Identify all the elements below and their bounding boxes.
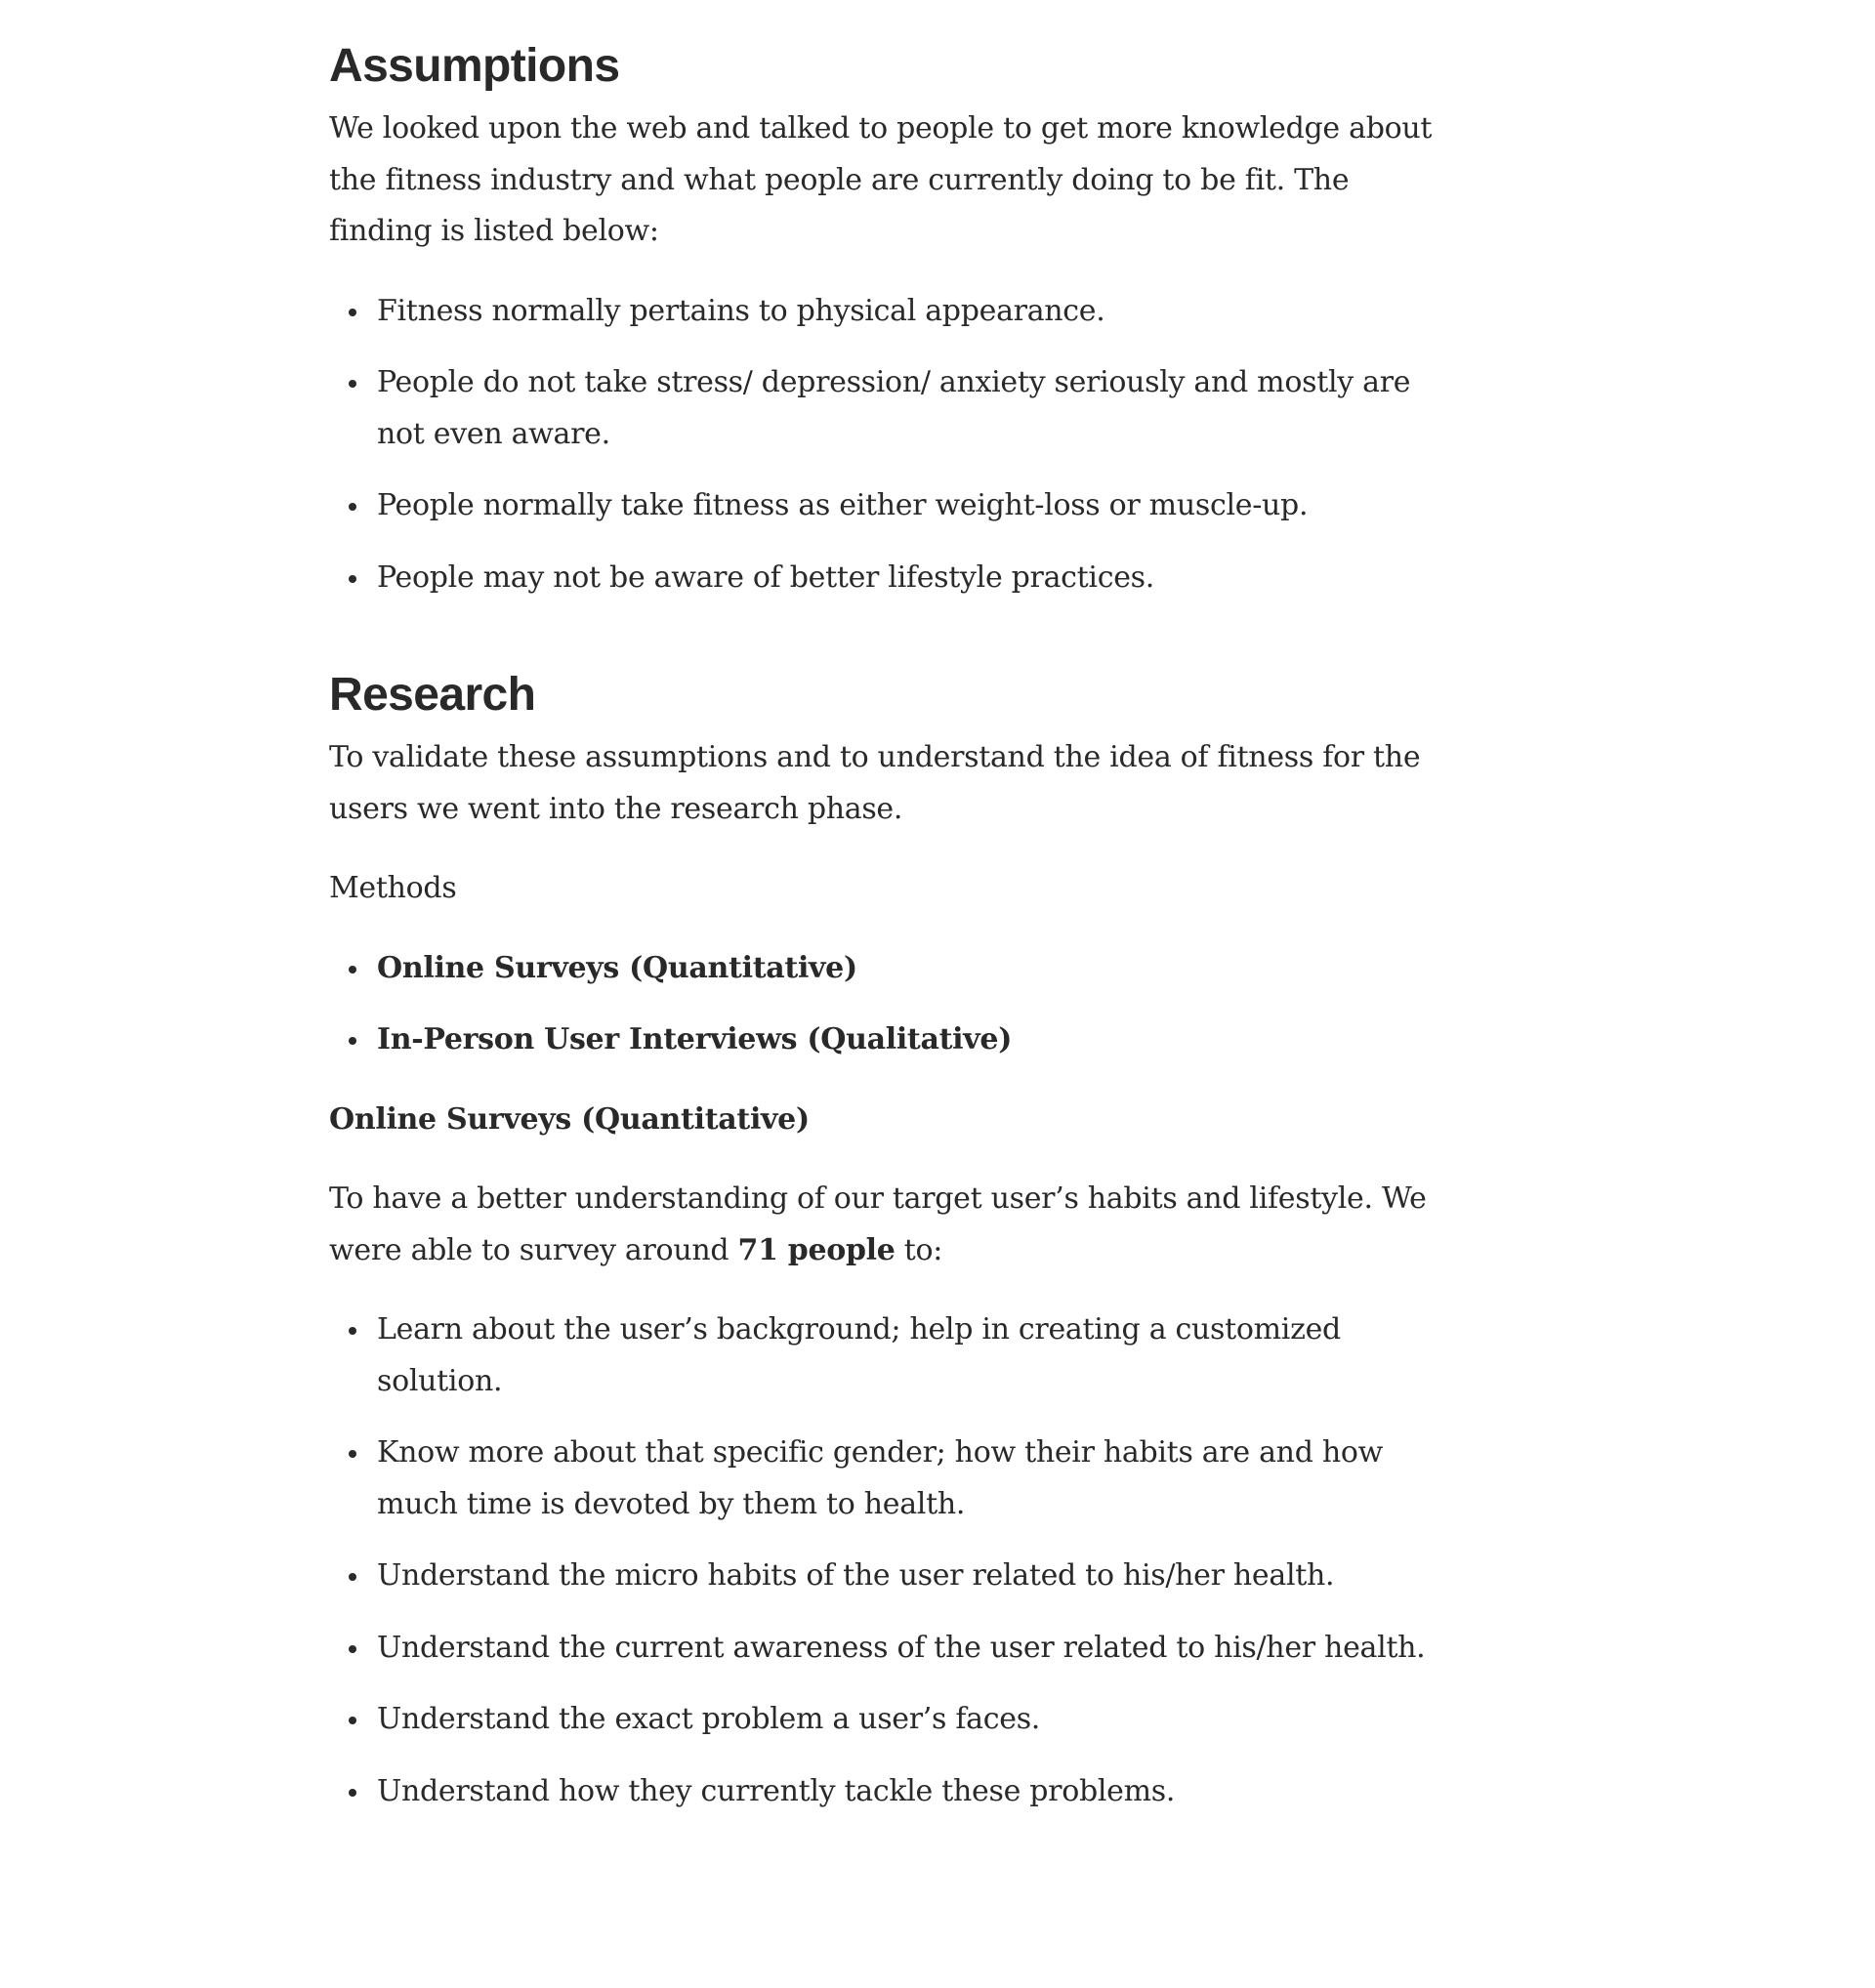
- assumptions-intro: We looked upon the web and talked to people to get more knowledge about the fitness industry and what people are currently doing to be fit. The finding is listed below:: [329, 111, 1433, 248]
- survey-intro-text: To have a better understanding of our target user’s habits and lifestyle. We were able to survey around: [329, 1181, 1427, 1267]
- list-item: Understand the exact problem a user’s faces.: [377, 1694, 1433, 1746]
- research-intro: To validate these assumptions and to understand the idea of fitness for the users we went into the research phase.: [329, 740, 1421, 826]
- assumptions-list: [329, 286, 1433, 604]
- survey-count: 71 people: [737, 1232, 896, 1267]
- survey-intro: [329, 1174, 1433, 1276]
- list-item: People do not take stress/ depression/ anxiety seriously and mostly are not even aware.: [377, 357, 1433, 460]
- list-item: People may not be aware of better lifestyle practices.: [377, 553, 1433, 604]
- research-heading: Research: [329, 669, 536, 721]
- assumptions-heading: Assumptions: [329, 40, 620, 92]
- list-item: In-Person User Interviews (Qualitative): [377, 1015, 1433, 1066]
- list-item: Understand the current awareness of the user related to his/her health.: [377, 1623, 1433, 1675]
- methods-label: Methods: [329, 871, 457, 905]
- list-item: Understand how they currently tackle these problems.: [377, 1766, 1433, 1818]
- list-item: Online Surveys (Quantitative): [377, 943, 1433, 995]
- list-item: Understand the micro habits of the user related to his/her health.: [377, 1551, 1433, 1602]
- article-body: [329, 0, 1433, 1817]
- survey-goals-list: [329, 1305, 1433, 1817]
- list-item: People normally take fitness as either weight-loss or muscle-up.: [377, 480, 1433, 532]
- list-item: Learn about the user’s background; help in creating a customized solution.: [377, 1305, 1433, 1407]
- list-item: Fitness normally pertains to physical appearance.: [377, 286, 1433, 338]
- methods-list: [329, 943, 1433, 1066]
- survey-intro-tail: to:: [895, 1232, 943, 1267]
- list-item: Know more about that specific gender; how their habits are and how much time is devoted by them to health.: [377, 1428, 1433, 1530]
- survey-subheading: Online Surveys (Quantitative): [329, 1101, 810, 1137]
